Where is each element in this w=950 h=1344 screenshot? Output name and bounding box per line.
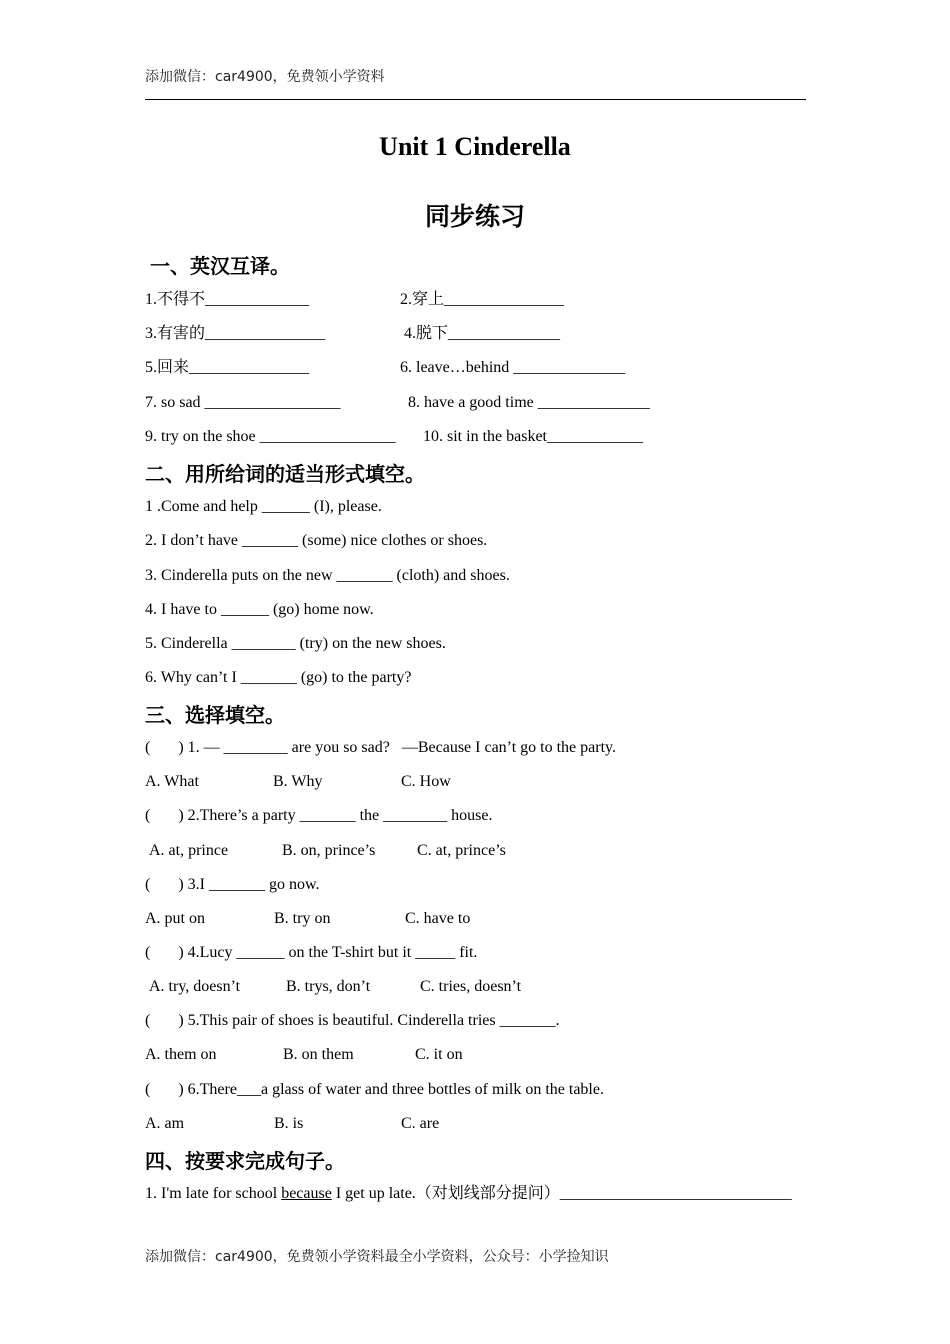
choice-question: ( ) 5.This pair of shoes is beautiful. Cinderella tries _______.	[145, 1012, 560, 1029]
choice-option: B. try on	[274, 910, 331, 927]
section4-heading: 四、按要求完成句子。	[145, 1149, 345, 1173]
section1-heading: 一、英汉互译。	[150, 254, 290, 278]
choice-question: ( ) 2.There’s a party _______ the ________ house.	[145, 807, 493, 824]
section2-heading: 二、用所给词的适当形式填空。	[145, 462, 425, 486]
fill-in-item: 6. Why can’t I _______ (go) to the party?	[145, 669, 412, 686]
choice-question: ( ) 3.I _______ go now.	[145, 876, 320, 893]
underlined-word: because	[281, 1185, 332, 1202]
translation-item: 8. have a good time ______________	[408, 394, 650, 411]
translation-item: 9. try on the shoe _________________	[145, 428, 396, 445]
rewrite-question-start: 1. I'm late for school	[145, 1185, 282, 1202]
translation-item: 10. sit in the basket____________	[423, 428, 643, 445]
choice-option: A. at, prince	[149, 842, 229, 859]
choice-option: B. Why	[273, 773, 323, 790]
section3-heading: 三、选择填空。	[145, 703, 285, 727]
fill-in-item: 2. I don’t have _______ (some) nice clothes or shoes.	[145, 532, 488, 549]
choice-option: C. at, prince’s	[417, 842, 506, 859]
translation-item: 2.穿上_______________	[400, 291, 565, 308]
choice-question: ( ) 4.Lucy ______ on the T-shirt but it _____ fit.	[145, 944, 478, 961]
header-divider	[145, 99, 806, 100]
page-subtitle: 同步练习	[424, 202, 525, 231]
rewrite-question-end: I get up late.（对划线部分提问）_____________________________	[331, 1185, 792, 1202]
choice-option: C. tries, doesn’t	[420, 978, 522, 995]
choice-option: A. am	[145, 1115, 185, 1132]
choice-option: A. What	[145, 773, 199, 790]
fill-in-item: 4. I have to ______ (go) home now.	[145, 601, 374, 618]
choice-option: C. have to	[405, 910, 471, 927]
choice-option: A. put on	[145, 910, 205, 927]
rewrite-question	[145, 1184, 792, 1204]
translation-item: 3.有害的_______________	[145, 325, 326, 342]
choice-option: C. How	[401, 773, 451, 790]
fill-in-item: 3. Cinderella puts on the new _______ (cloth) and shoes.	[145, 567, 510, 584]
fill-in-item: 5. Cinderella ________ (try) on the new shoes.	[145, 635, 446, 652]
choice-option: B. is	[274, 1115, 304, 1132]
footer-note: 添加微信：car4900，免费领小学资料最全小学资料，公众号：小学捡知识	[145, 1249, 609, 1265]
choice-option: C. it on	[415, 1046, 463, 1063]
choice-option: B. on, prince’s	[282, 842, 376, 859]
choice-option: A. try, doesn’t	[149, 978, 241, 995]
translation-item: 7. so sad _________________	[145, 394, 341, 411]
translation-item: 5.回来_______________	[145, 359, 310, 376]
translation-item: 6. leave…behind ______________	[400, 359, 626, 376]
translation-item: 1.不得不_____________	[145, 291, 310, 308]
choice-option: C. are	[401, 1115, 440, 1132]
choice-question: ( ) 1. — ________ are you so sad? —Because I can’t go to the party.	[145, 739, 616, 756]
choice-option: B. on them	[283, 1046, 354, 1063]
choice-option: A. them on	[145, 1046, 217, 1063]
page-title: Unit 1 Cinderella	[379, 132, 571, 161]
header-note: 添加微信：car4900，免费领小学资料	[145, 69, 385, 85]
fill-in-item: 1 .Come and help ______ (I), please.	[145, 498, 382, 515]
translation-item: 4.脱下______________	[404, 325, 561, 342]
choice-option: B. trys, don’t	[286, 978, 371, 995]
choice-question: ( ) 6.There___a glass of water and three bottles of milk on the table.	[145, 1081, 604, 1098]
